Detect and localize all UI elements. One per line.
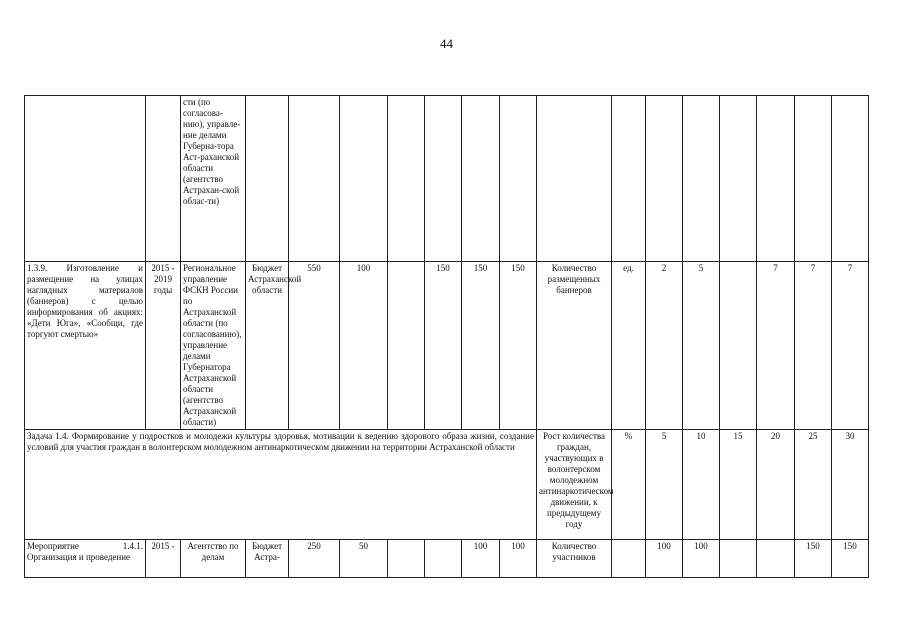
cell-funding-2019: 150 — [500, 262, 537, 430]
cell-funding-2018: 150 — [462, 262, 500, 430]
cell-source: Бюджет Астраханской области — [246, 262, 289, 430]
cell-value-2: 10 — [683, 430, 720, 540]
cell-source: Бюджет Астра- — [246, 540, 289, 578]
cell-funding-total: 550 — [289, 262, 340, 430]
cell-value-1: 100 — [646, 540, 683, 578]
cell-name: Мероприятие 1.4.1. Организация и проведение — [25, 540, 146, 578]
cell-indicator: Количество участников — [537, 540, 612, 578]
table-row — [25, 96, 869, 262]
cell-unit — [612, 540, 646, 578]
cell-period — [146, 96, 181, 262]
cell-indicator: Количество размещенных баннеров — [537, 262, 612, 430]
cell-funding-total: 250 — [289, 540, 340, 578]
cell-task-text: Задача 1.4. Формирование у подростков и молодежи культуры здоровья, мотивации к ведению здорового образа жизни, создание условий для участия граждан в волонтерском молодежном антинаркотическом движении на территории Астраханской области — [25, 430, 537, 540]
table-row — [25, 430, 869, 540]
cell-value-5: 150 — [795, 540, 832, 578]
cell-value-3 — [720, 540, 757, 578]
cell-executor: сти (по согласова-нию), управле-ние делами Губерна-тора Аст-раханской области (агентство Астрахан-ской облас-ти) — [181, 96, 246, 262]
cell-name — [25, 96, 146, 262]
cell-value-1: 5 — [646, 430, 683, 540]
cell-value-6: 7 — [832, 262, 869, 430]
cell-value-2: 5 — [683, 262, 720, 430]
cell-period: 2015 - 2019 годы — [146, 262, 181, 430]
cell-funding-2019: 100 — [500, 540, 537, 578]
cell-funding-2016 — [388, 262, 425, 430]
program-table — [24, 95, 869, 578]
cell-value-6: 150 — [832, 540, 869, 578]
cell-indicator: Рост количества граждан, участвующих в волонтерском молодежном антинаркотическом движении, к предыдущему году — [537, 430, 612, 540]
cell-executor: Региональное управление ФСКН России по Астраханской области (по согласованию), управление делами Губернатора Астраханской области (агентство Астраханской области) — [181, 262, 246, 430]
table-row — [25, 540, 869, 578]
cell-period: 2015 - — [146, 540, 181, 578]
cell-funding-2015: 50 — [340, 540, 388, 578]
cell-funding-2017 — [425, 540, 462, 578]
cell-name: 1.3.9. Изготовление и размещение на улицах наглядных материалов (баннеров) с целью информирования об акциях: «Дети Юга», «Сообщи, где торгуют смертью» — [25, 262, 146, 430]
cell-value-5: 25 — [795, 430, 832, 540]
cell-value-4 — [757, 540, 795, 578]
cell-value-4: 7 — [757, 262, 795, 430]
cell-funding-2016 — [388, 540, 425, 578]
cell-executor: Агентство по делам — [181, 540, 246, 578]
cell-funding-2015: 100 — [340, 262, 388, 430]
cell-unit: % — [612, 430, 646, 540]
table-row — [25, 262, 869, 430]
page-number: 44 — [440, 36, 453, 51]
cell-value-1: 2 — [646, 262, 683, 430]
cell-funding-2017: 150 — [425, 262, 462, 430]
cell-value-3 — [720, 262, 757, 430]
cell-unit: ед. — [612, 262, 646, 430]
cell-funding-2018: 100 — [462, 540, 500, 578]
cell-value-6: 30 — [832, 430, 869, 540]
cell-value-2: 100 — [683, 540, 720, 578]
cell-value-4: 20 — [757, 430, 795, 540]
cell-value-5: 7 — [795, 262, 832, 430]
cell-value-3: 15 — [720, 430, 757, 540]
